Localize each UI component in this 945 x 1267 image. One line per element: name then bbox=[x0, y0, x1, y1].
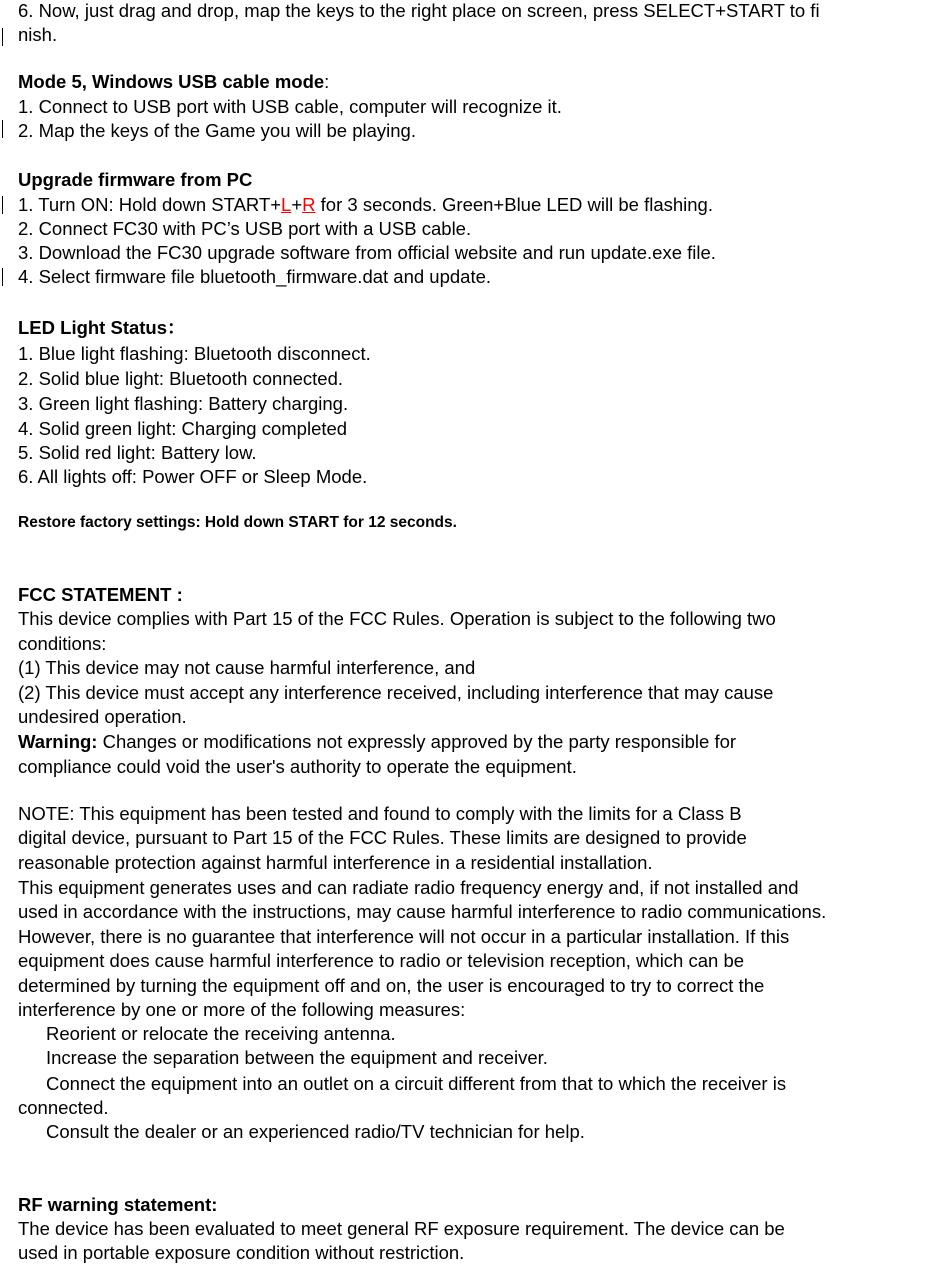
upgrade-step-3: 3. Download the FC30 upgrade software from official website and run update.exe file. bbox=[18, 242, 716, 263]
fcc-note-line6: However, there is no guarantee that interference will not occur in a particular installation. If this bbox=[18, 926, 790, 947]
measure-3-line2: connected. bbox=[18, 1097, 109, 1118]
measure-1: Reorient or relocate the receiving antenna. bbox=[46, 1023, 396, 1044]
upgrade-step-4: 4. Select firmware file bluetooth_firmware.dat and update. bbox=[18, 266, 492, 287]
change-bar-4 bbox=[2, 268, 3, 286]
fcc-p1-line2: conditions: bbox=[18, 633, 107, 654]
restore-factory: Restore factory settings: Hold down START for 12 seconds. bbox=[18, 514, 457, 531]
mode5-title-suffix: : bbox=[324, 71, 330, 92]
fcc-note-line8: determined by turning the equipment off and on, the user is encouraged to try to correct the bbox=[18, 975, 765, 996]
warning-text: Changes or modifications not expressly approved by the party responsible for bbox=[97, 731, 737, 752]
mode4-step6-line1: 6. Now, just drag and drop, map the keys to the right place on screen, press SELECT+START to fi bbox=[18, 0, 820, 21]
measure-2: Increase the separation between the equipment and receiver. bbox=[46, 1047, 548, 1068]
led-item-2: 2. Solid blue light: Bluetooth connected. bbox=[18, 368, 344, 389]
fcc-condition-1: (1) This device may not cause harmful interference, and bbox=[18, 657, 476, 678]
mode5-step-2: 2. Map the keys of the Game you will be playing. bbox=[18, 120, 416, 141]
fcc-note-line1: NOTE: This equipment has been tested and found to comply with the limits for a Class B bbox=[18, 803, 742, 824]
upgrade-step-1-prefix: 1. Turn ON: Hold down START+ bbox=[18, 194, 282, 215]
change-bar-3 bbox=[2, 196, 3, 214]
rf-line1: The device has been evaluated to meet general RF exposure requirement. The device can be bbox=[18, 1218, 785, 1239]
upgrade-step-1 bbox=[18, 194, 713, 216]
fcc-note-line4: This equipment generates uses and can radiate radio frequency energy and, if not installed and bbox=[18, 877, 799, 898]
fcc-note-line7: equipment does cause harmful interference to radio or television reception, which can be bbox=[18, 950, 745, 971]
measure-4: Consult the dealer or an experienced radio/TV technician for help. bbox=[46, 1121, 585, 1142]
change-bar-1 bbox=[2, 28, 3, 46]
rf-title: RF warning statement: bbox=[18, 1194, 218, 1215]
upgrade-step-2: 2. Connect FC30 with PC’s USB port with a USB cable. bbox=[18, 218, 472, 239]
key-L: L bbox=[281, 194, 292, 215]
fcc-warning-line2: compliance could void the user's authority to operate the equipment. bbox=[18, 756, 577, 777]
led-item-3: 3. Green light flashing: Battery charging. bbox=[18, 393, 349, 414]
fcc-note-line5: used in accordance with the instructions, may cause harmful interference to radio communications. bbox=[18, 901, 827, 922]
warning-label: Warning: bbox=[18, 731, 98, 752]
fcc-note-line3: reasonable protection against harmful interference in a residential installation. bbox=[18, 852, 653, 873]
measure-3-line1: Connect the equipment into an outlet on a circuit different from that to which the receiver is bbox=[46, 1073, 787, 1094]
mode5-title: Mode 5, Windows USB cable mode bbox=[18, 71, 325, 92]
key-R: R bbox=[302, 194, 316, 215]
fcc-note-line2: digital device, pursuant to Part 15 of the FCC Rules. These limits are designed to provide bbox=[18, 827, 747, 848]
upgrade-title: Upgrade firmware from PC bbox=[18, 169, 253, 190]
key-plus: + bbox=[291, 194, 303, 215]
upgrade-step-1-suffix: for 3 seconds. Green+Blue LED will be flashing. bbox=[315, 194, 713, 215]
mode5-heading bbox=[18, 71, 329, 93]
mode5-step-1: 1. Connect to USB port with USB cable, computer will recognize it. bbox=[18, 96, 562, 117]
fcc-condition-2-line2: undesired operation. bbox=[18, 706, 187, 727]
fcc-warning-line1 bbox=[18, 731, 736, 753]
fcc-title: FCC STATEMENT : bbox=[18, 584, 183, 605]
led-item-4: 4. Solid green light: Charging completed bbox=[18, 418, 348, 439]
mode4-step6-line2: nish. bbox=[18, 24, 58, 45]
led-item-1: 1. Blue light flashing: Bluetooth disconnect. bbox=[18, 343, 371, 364]
fcc-note-line9: interference by one or more of the following measures: bbox=[18, 999, 466, 1020]
fcc-condition-2-line1: (2) This device must accept any interference received, including interference that may cause bbox=[18, 682, 774, 703]
change-bar-2 bbox=[2, 120, 3, 138]
led-title: LED Light Status： bbox=[18, 317, 186, 338]
led-item-5: 5. Solid red light: Battery low. bbox=[18, 442, 257, 463]
rf-line2: used in portable exposure condition without restriction. bbox=[18, 1242, 465, 1263]
fcc-p1-line1: This device complies with Part 15 of the FCC Rules. Operation is subject to the following two bbox=[18, 608, 776, 629]
led-item-6: 6. All lights off: Power OFF or Sleep Mode. bbox=[18, 466, 368, 487]
